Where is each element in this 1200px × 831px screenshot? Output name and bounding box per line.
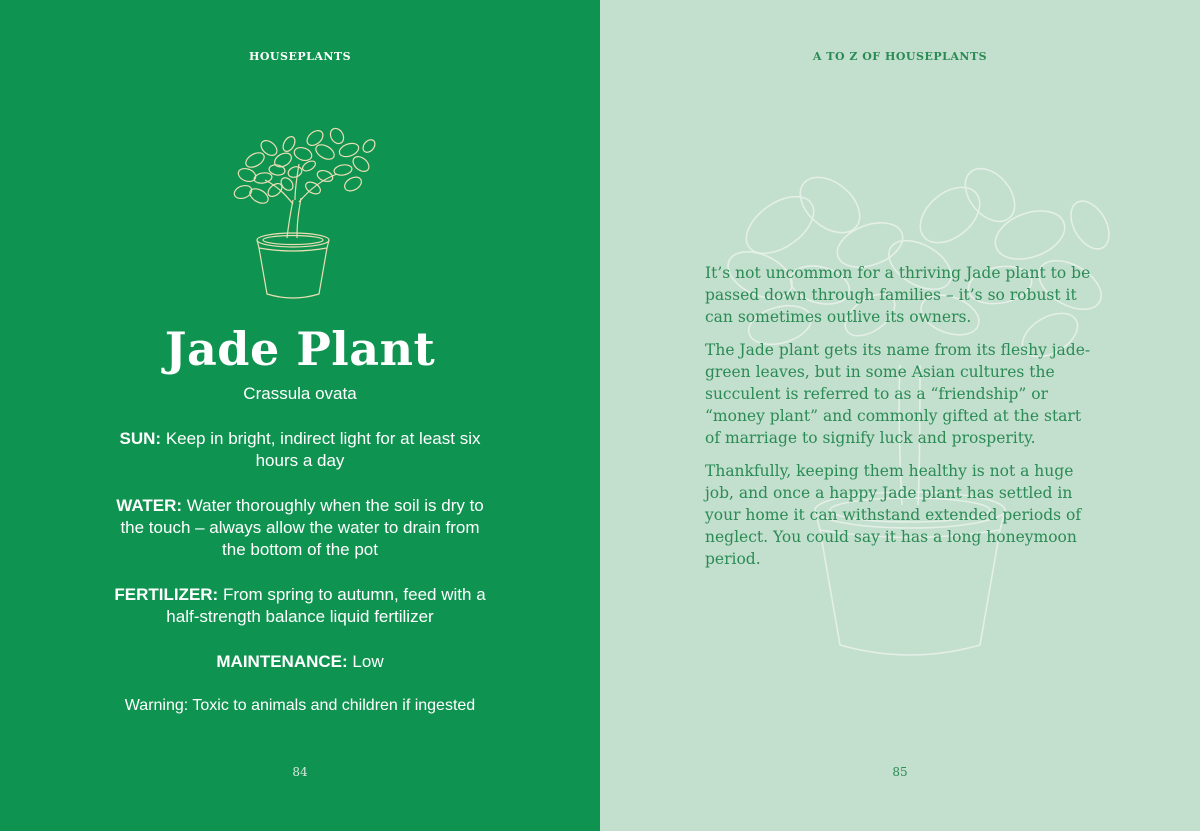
care-sun xyxy=(110,428,490,472)
care-fertilizer-text: From spring to autumn, feed with a half-strength balance liquid fertilizer xyxy=(166,585,486,626)
care-water-label: WATER: xyxy=(116,496,183,515)
care-warning xyxy=(100,695,500,717)
care-maintenance-label: MAINTENANCE: xyxy=(216,652,348,671)
care-warning-text: Toxic to animals and children if ingested xyxy=(192,697,476,714)
paragraph-2: The Jade plant gets its name from its fleshy jade-green leaves, but in some Asian cultures the succulent is referred to as a “friendship” or “money plant” and commonly gifted at the start of marriage to signify luck and prosperity. xyxy=(705,341,1091,447)
care-sun-label: SUN: xyxy=(119,429,162,448)
running-head-right: A TO Z OF HOUSEPLANTS xyxy=(812,50,988,63)
body-text xyxy=(705,262,1095,581)
jade-plant-icon xyxy=(225,120,385,305)
plant-title: Jade Plant xyxy=(164,322,436,376)
care-fertilizer-label: FERTILIZER: xyxy=(114,585,219,604)
plant-latin-name: Crassula ovata xyxy=(243,384,357,403)
running-head-left: HOUSEPLANTS xyxy=(248,50,352,63)
paragraph-1: It’s not uncommon for a thriving Jade plant to be passed down through families – it’s so robust it can sometimes outlive its owners. xyxy=(705,264,1091,326)
care-sun-text: Keep in bright, indirect light for at least six hours a day xyxy=(165,429,481,470)
care-water xyxy=(110,495,490,561)
care-maintenance xyxy=(110,651,490,673)
right-page xyxy=(600,0,1200,831)
care-warning-label: Warning: xyxy=(124,697,189,714)
care-water-text: Water thoroughly when the soil is dry to the touch – always allow the water to drain from the bottom of the pot xyxy=(120,496,484,559)
care-maintenance-text: Low xyxy=(352,652,384,671)
care-fertilizer xyxy=(110,584,490,628)
paragraph-3: Thankfully, keeping them healthy is not a huge job, and once a happy Jade plant has settled in your home it can withstand extended periods of neglect. You could say it has a long honeymoon period. xyxy=(705,462,1082,568)
page-number-left: 84 xyxy=(292,765,308,779)
page-number-right: 85 xyxy=(892,765,908,779)
